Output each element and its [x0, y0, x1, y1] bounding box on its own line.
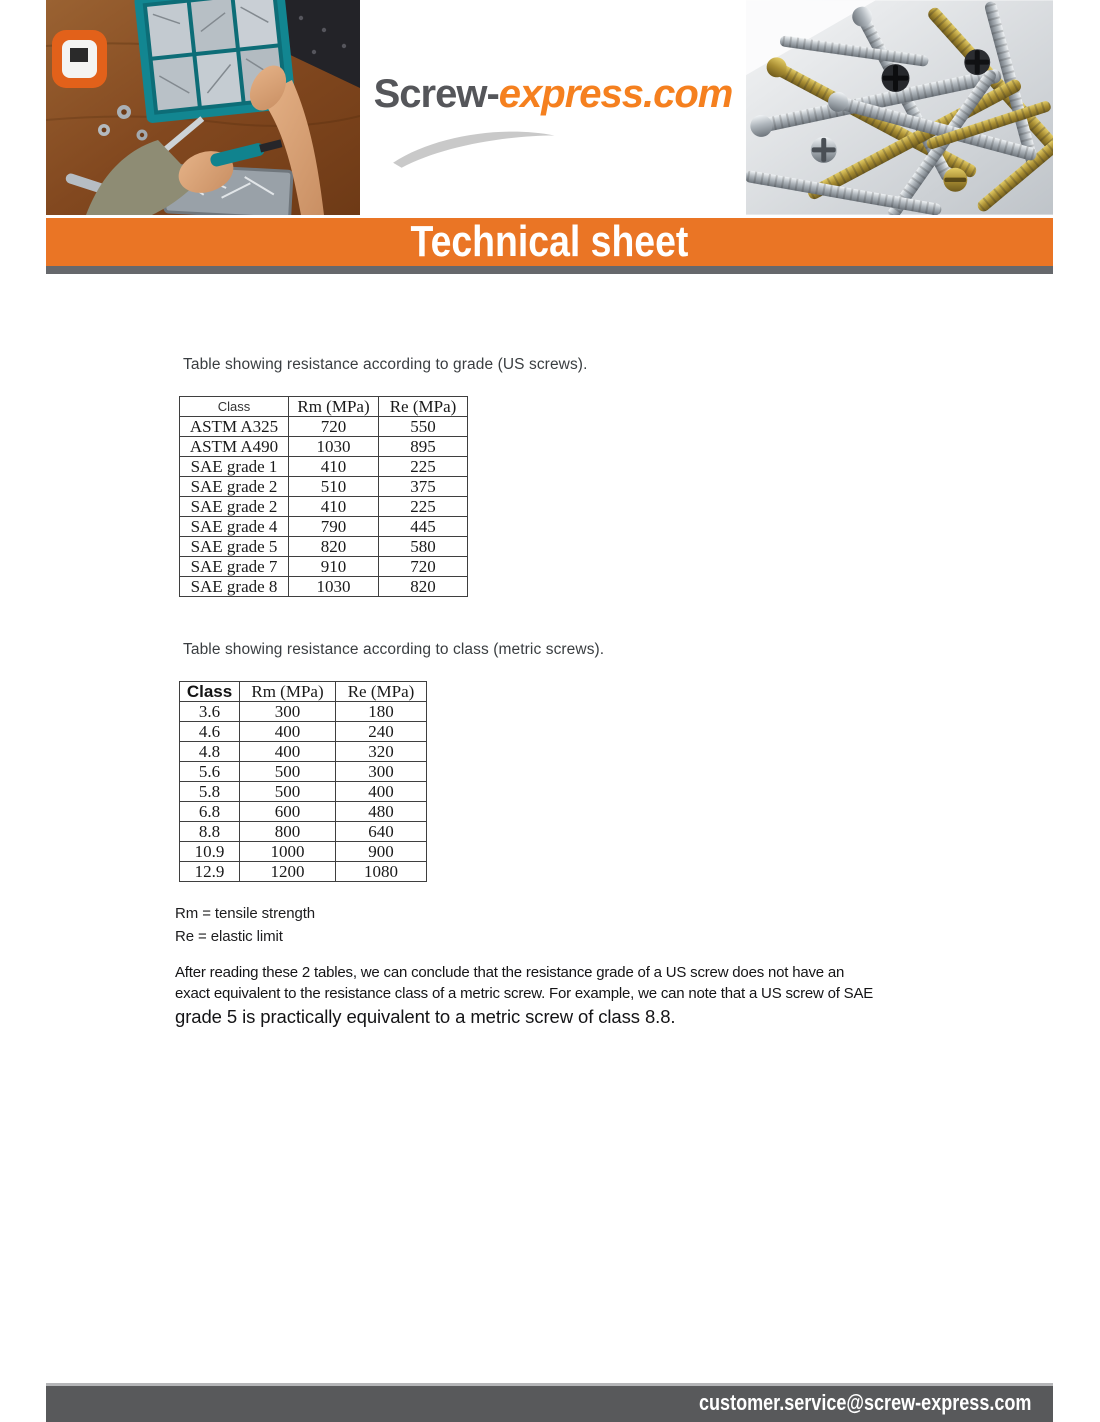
table-cell: 225 — [379, 457, 468, 477]
table-cell: 4.6 — [180, 722, 240, 742]
table-cell: 400 — [336, 782, 427, 802]
logo — [360, 0, 746, 215]
table-cell: 640 — [336, 822, 427, 842]
table-row — [180, 457, 468, 477]
divider-strip — [46, 266, 1053, 274]
table-cell: SAE grade 5 — [180, 537, 289, 557]
table-cell: 500 — [240, 782, 336, 802]
table-header-row — [180, 682, 427, 702]
table-row — [180, 702, 427, 722]
table-cell: SAE grade 2 — [180, 477, 289, 497]
table-cell: 5.6 — [180, 762, 240, 782]
table-cell: 895 — [379, 437, 468, 457]
header — [46, 0, 1053, 215]
table-cell: 300 — [240, 702, 336, 722]
table-cell: 410 — [289, 497, 379, 517]
table-cell: 1200 — [240, 862, 336, 882]
metric-table-title: Table showing resistance according to class (metric screws). — [183, 641, 605, 658]
conclusion-text-large: grade 5 is practically equivalent to a metric screw of class 8.8. — [175, 1006, 676, 1027]
workbench-photo — [46, 0, 360, 215]
us-table-title: Table showing resistance according to grade (US screws). — [183, 356, 588, 373]
footer-bar — [46, 1383, 1053, 1422]
table-cell: SAE grade 1 — [180, 457, 289, 477]
table-cell: 720 — [379, 557, 468, 577]
table-row — [180, 862, 427, 882]
table-cell: 1000 — [240, 842, 336, 862]
logo-brand-gray: Screw- — [373, 72, 499, 116]
table-cell: 375 — [379, 477, 468, 497]
table-row — [180, 782, 427, 802]
metric-resistance-table — [179, 681, 427, 882]
table-row — [180, 417, 468, 437]
table-row — [180, 477, 468, 497]
table-cell: ASTM A325 — [180, 417, 289, 437]
table-row — [180, 537, 468, 557]
table-row — [180, 557, 468, 577]
table-cell: 800 — [240, 822, 336, 842]
legend — [175, 903, 315, 948]
table-cell: ASTM A490 — [180, 437, 289, 457]
table-cell: 550 — [379, 417, 468, 437]
table-row — [180, 742, 427, 762]
legend-rm: Rm = tensile strength — [175, 905, 316, 922]
column-header: Class — [180, 397, 289, 417]
legend-re: Re = elastic limit — [175, 927, 283, 945]
column-header: Rm (MPa) — [289, 397, 379, 417]
table-row — [180, 802, 427, 822]
table-cell: 320 — [336, 742, 427, 762]
table-row — [180, 497, 468, 517]
table-cell: 400 — [240, 742, 336, 762]
column-header: Class — [180, 682, 240, 702]
column-header: Re (MPa) — [379, 397, 468, 417]
table-row — [180, 722, 427, 742]
table-cell: 510 — [289, 477, 379, 497]
table-row — [180, 842, 427, 862]
title-banner — [46, 218, 1053, 266]
column-header: Re (MPa) — [336, 682, 427, 702]
table-row — [180, 517, 468, 537]
table-row — [180, 762, 427, 782]
table-cell: SAE grade 4 — [180, 517, 289, 537]
table-cell: 600 — [240, 802, 336, 822]
table-cell: 900 — [336, 842, 427, 862]
table-cell: 1080 — [336, 862, 427, 882]
table-row — [180, 437, 468, 457]
logo-text — [360, 72, 746, 117]
table-cell: 225 — [379, 497, 468, 517]
page-title: Technical sheet — [410, 217, 689, 266]
screws-photo — [746, 0, 1053, 215]
table-cell: 910 — [289, 557, 379, 577]
logo-brand-orange: express.com — [498, 72, 733, 116]
table-cell: 240 — [336, 722, 427, 742]
table-cell: 410 — [289, 457, 379, 477]
table-cell: 500 — [240, 762, 336, 782]
table-cell: 400 — [240, 722, 336, 742]
table-cell: 6.8 — [180, 802, 240, 822]
table-cell: SAE grade 7 — [180, 557, 289, 577]
table-cell: 180 — [336, 702, 427, 722]
table-cell: 5.8 — [180, 782, 240, 802]
table-cell: 580 — [379, 537, 468, 557]
table-cell: SAE grade 8 — [180, 577, 289, 597]
us-resistance-table — [179, 396, 468, 597]
table-row — [180, 577, 468, 597]
table-cell: 10.9 — [180, 842, 240, 862]
table-cell: 300 — [336, 762, 427, 782]
table-cell: 720 — [289, 417, 379, 437]
table-cell: 820 — [379, 577, 468, 597]
conclusion-paragraph — [175, 962, 877, 1030]
footer-email: customer.service@screw-express.com — [698, 1390, 1031, 1415]
table-cell: 820 — [289, 537, 379, 557]
table-cell: 1030 — [289, 577, 379, 597]
table-cell: 4.8 — [180, 742, 240, 762]
table-cell: 445 — [379, 517, 468, 537]
table-row — [180, 822, 427, 842]
table-cell: 480 — [336, 802, 427, 822]
conclusion-text: After reading these 2 tables, we can conclude that the resistance grade of a US screw does not have an exact equivalent to the resistance class of a metric screw. For example, we can note that a US screw of SAE — [175, 964, 874, 1002]
table-cell: SAE grade 2 — [180, 497, 289, 517]
table-cell: 790 — [289, 517, 379, 537]
logo-swoosh-icon — [388, 118, 558, 170]
table-cell: 1030 — [289, 437, 379, 457]
column-header: Rm (MPa) — [240, 682, 336, 702]
table-cell: 3.6 — [180, 702, 240, 722]
table-cell: 8.8 — [180, 822, 240, 842]
table-cell: 12.9 — [180, 862, 240, 882]
table-header-row — [180, 397, 468, 417]
